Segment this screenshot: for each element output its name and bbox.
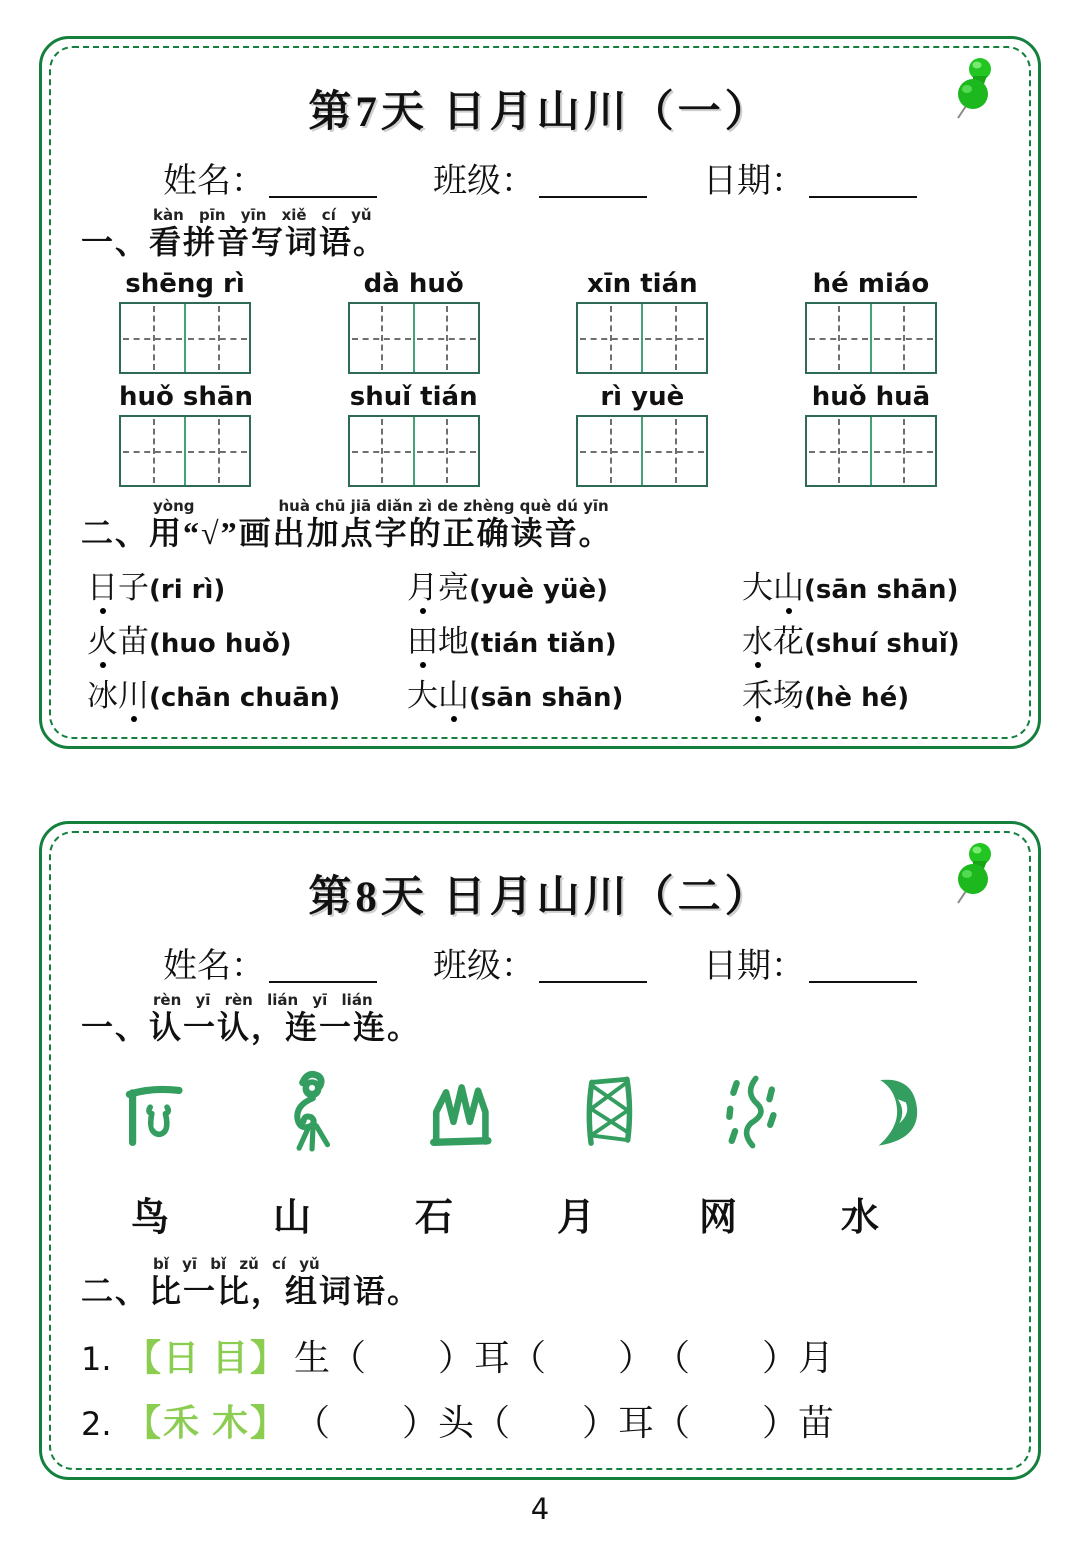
writing-grid — [805, 415, 937, 487]
word-pinyin: xīn tián — [586, 269, 698, 299]
quiz-char: 火 — [87, 616, 118, 661]
compare-exercise — [81, 1330, 999, 1446]
writing-grid — [348, 302, 480, 374]
word-blank: 生（ ） — [294, 1338, 475, 1378]
character-stone: 石 — [414, 1197, 453, 1239]
worksheet-panel-day7-inner — [49, 46, 1031, 739]
date-blank — [809, 164, 917, 198]
writing-grid — [576, 415, 708, 487]
date-field — [703, 153, 917, 202]
section-2 — [81, 1257, 999, 1310]
quiz-char: 大 — [407, 678, 438, 713]
oracle-stone-icon — [109, 1072, 201, 1152]
section-2-pinyin — [153, 499, 999, 514]
quiz-char: 苗 — [118, 624, 149, 659]
oracle-moon-icon — [853, 1066, 933, 1158]
quiz-char: 川 — [118, 670, 149, 715]
word-pinyin: hé miáo — [812, 269, 930, 299]
header-fields — [81, 153, 999, 202]
bracket-characters: 【日 目】 — [125, 1338, 289, 1378]
pronunciation-quiz — [81, 562, 999, 715]
name-blank — [269, 949, 377, 983]
quiz-char: 山 — [773, 562, 804, 607]
worksheet-panel-day8-inner — [49, 831, 1031, 1470]
quiz-options: (hè hé) — [804, 683, 910, 713]
quiz-char: 大 — [742, 570, 773, 605]
section-2-pinyin-part1: yòng — [153, 497, 195, 515]
word-pinyin: huǒ huā — [811, 382, 931, 412]
writing-grid — [119, 415, 251, 487]
quiz-item — [742, 670, 999, 715]
quiz-char: 地 — [438, 624, 469, 659]
quiz-options: (ri rì) — [149, 575, 226, 605]
name-blank — [269, 164, 377, 198]
quiz-options: (huo huǒ) — [149, 629, 292, 659]
word-pinyin: huǒ shān — [119, 382, 253, 412]
worksheet-panel-day8 — [39, 821, 1041, 1480]
word-block — [576, 382, 708, 487]
quiz-item — [87, 562, 407, 607]
compare-row — [81, 1395, 999, 1446]
bracket-characters: 【禾 木】 — [125, 1403, 289, 1443]
header-fields — [81, 938, 999, 987]
quiz-char: 场 — [773, 678, 804, 713]
quiz-char: 月 — [407, 562, 438, 607]
page-title: 第8天 日月山川（二） — [308, 874, 772, 921]
name-field — [163, 153, 377, 202]
class-label: 班级： — [433, 163, 535, 200]
character-moon: 月 — [556, 1197, 595, 1239]
word-pinyin: dà huǒ — [363, 269, 464, 299]
section-1-pinyin: rèn yī rèn lián yī lián — [153, 991, 373, 1009]
class-blank — [539, 949, 647, 983]
quiz-item — [87, 616, 407, 661]
section-2-heading: 二、比一比，组词语。 — [81, 1273, 422, 1309]
row-number: 2. — [81, 1405, 112, 1443]
class-field — [433, 153, 647, 202]
word-pinyin: shuǐ tián — [349, 382, 478, 412]
character-bird: 鸟 — [131, 1197, 170, 1239]
character-mountain: 山 — [272, 1197, 311, 1239]
character-net: 网 — [698, 1197, 737, 1239]
quiz-char: 亮 — [438, 570, 469, 605]
pinyin-grid-row-1 — [81, 269, 999, 374]
oracle-water-icon — [711, 1066, 791, 1158]
name-label: 姓名： — [163, 163, 265, 200]
word-blank: （ ）耳 — [474, 1403, 655, 1443]
section-1-heading: 一、看拼音写词语。 — [81, 224, 388, 260]
quiz-options: (tián tiǎn) — [469, 629, 617, 659]
quiz-char: 禾 — [742, 670, 773, 715]
writing-grid — [805, 302, 937, 374]
word-blank: 耳（ ） — [474, 1338, 655, 1378]
quiz-options: (chān chuān) — [149, 683, 341, 713]
section-2 — [81, 499, 999, 552]
section-2-pinyin: bǐ yī bǐ zǔ cí yǔ — [153, 1255, 320, 1273]
class-field — [433, 938, 647, 987]
date-field — [703, 938, 917, 987]
quiz-options: (sān shān) — [804, 575, 959, 605]
quiz-item — [742, 562, 999, 607]
worksheet-panel-day7 — [39, 36, 1041, 749]
page-title: 第7天 日月山川（一） — [308, 89, 772, 136]
section-1-pinyin: kàn pīn yīn xiě cí yǔ — [153, 206, 372, 224]
pinyin-grid-row-2 — [81, 382, 999, 487]
word-pinyin: shēng rì — [125, 269, 245, 299]
word-block — [119, 269, 251, 374]
word-block — [348, 382, 480, 487]
word-blank: （ ）苗 — [654, 1403, 835, 1443]
name-label: 姓名： — [163, 948, 265, 985]
word-block — [576, 269, 708, 374]
word-block — [348, 269, 480, 374]
quiz-char: 花 — [773, 624, 804, 659]
writing-grid — [119, 302, 251, 374]
quiz-options: (sān shān) — [469, 683, 624, 713]
section-2-pinyin-part2: huà chū jiā diǎn zì de zhèng què dú yīn — [278, 497, 609, 515]
row-number: 1. — [81, 1340, 112, 1378]
writing-grid — [576, 302, 708, 374]
quiz-item — [407, 616, 742, 661]
quiz-item — [87, 670, 407, 715]
class-label: 班级： — [433, 948, 535, 985]
pushpin-icon — [943, 54, 1003, 126]
quiz-char: 田 — [407, 616, 438, 661]
section-1 — [81, 208, 999, 261]
character-water: 水 — [840, 1197, 879, 1239]
quiz-char: 冰 — [87, 678, 118, 713]
page-number: 4 — [530, 1492, 550, 1526]
pictograph-row — [81, 1064, 999, 1160]
date-blank — [809, 949, 917, 983]
character-row — [81, 1186, 999, 1241]
oracle-net-icon — [570, 1066, 648, 1158]
word-block — [805, 269, 937, 374]
quiz-char: 日 — [87, 562, 118, 607]
date-label: 日期： — [703, 163, 805, 200]
oracle-mountain-icon — [412, 1071, 508, 1153]
writing-grid — [348, 415, 480, 487]
name-field — [163, 938, 377, 987]
quiz-char: 子 — [118, 570, 149, 605]
quiz-item — [407, 562, 742, 607]
quiz-options: (yuè yüè) — [469, 575, 609, 605]
compare-row — [81, 1330, 999, 1381]
word-block — [805, 382, 937, 487]
word-blank: （ ）头 — [294, 1403, 475, 1443]
pushpin-icon — [943, 839, 1003, 911]
quiz-item — [742, 616, 999, 661]
quiz-options: (shuí shuǐ) — [804, 629, 960, 659]
section-2-heading: 二、用“√”画出加点字的正确读音。 — [81, 515, 613, 551]
word-pinyin: rì yuè — [600, 382, 685, 412]
quiz-char: 山 — [438, 670, 469, 715]
date-label: 日期： — [703, 948, 805, 985]
word-block — [119, 382, 251, 487]
class-blank — [539, 164, 647, 198]
section-1-heading: 一、认一认，连一连。 — [81, 1009, 422, 1045]
oracle-bird-icon — [263, 1066, 349, 1158]
quiz-char: 水 — [742, 616, 773, 661]
word-blank: （ ）月 — [654, 1338, 835, 1378]
section-1 — [81, 993, 999, 1046]
quiz-item — [407, 670, 742, 715]
